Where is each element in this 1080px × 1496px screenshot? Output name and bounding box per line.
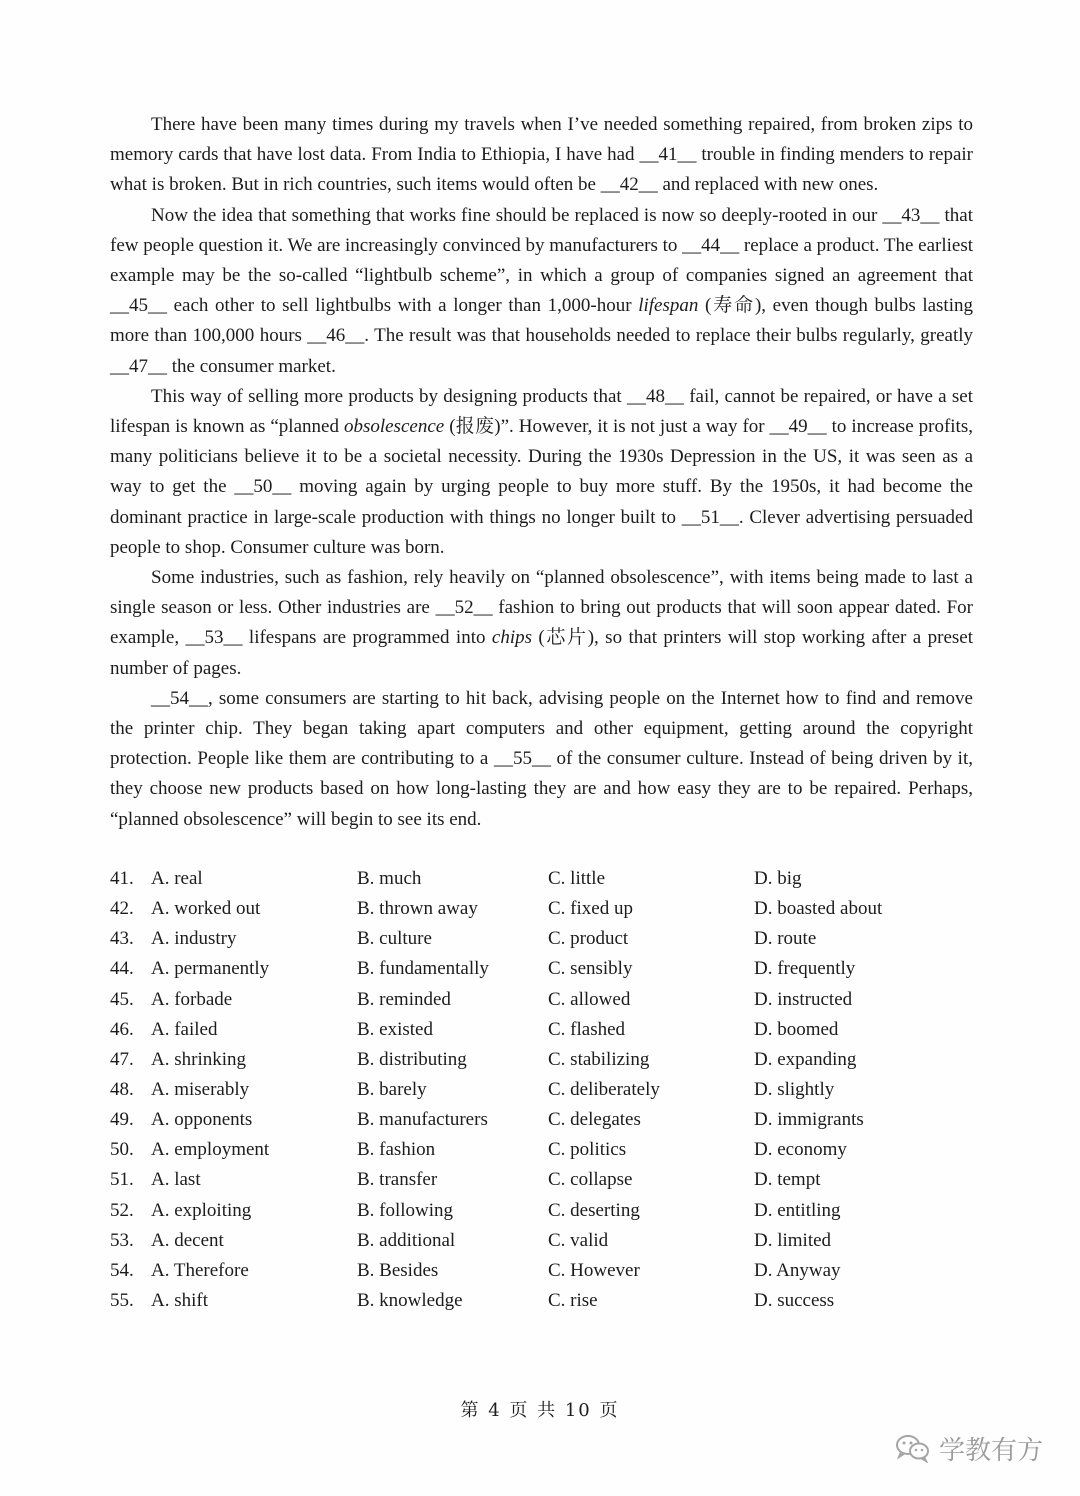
option-d: D. limited: [754, 1229, 832, 1251]
option-a: A. worked out: [151, 898, 261, 920]
question-row: [110, 985, 973, 1015]
question-number: 55.: [110, 1289, 134, 1311]
question-number: 53.: [110, 1229, 134, 1251]
question-number: 43.: [110, 928, 134, 950]
question-row: [110, 1256, 973, 1286]
option-a: A. employment: [151, 1139, 270, 1161]
question-number: 46.: [110, 1018, 134, 1040]
paragraph-2: [110, 201, 973, 382]
question-number: 51.: [110, 1169, 134, 1191]
question-number: 42.: [110, 898, 134, 920]
option-b: B. much: [357, 868, 422, 889]
option-c: C. rise: [548, 1289, 598, 1311]
cloze-passage: [110, 110, 973, 835]
option-a: A. real: [151, 868, 203, 889]
question-row: [110, 1135, 973, 1165]
question-row: [110, 1196, 973, 1226]
option-b: B. barely: [357, 1078, 427, 1100]
question-number: 54.: [110, 1259, 134, 1281]
option-c: C. collapse: [548, 1169, 633, 1191]
option-b: B. transfer: [357, 1169, 438, 1191]
option-d: D. slightly: [754, 1078, 835, 1100]
option-c: C. allowed: [548, 988, 631, 1010]
option-a: A. Therefore: [151, 1259, 249, 1281]
option-a: A. shrinking: [151, 1048, 246, 1070]
question-row: [110, 1226, 973, 1256]
question-number: 41.: [110, 868, 134, 889]
option-d: D. instructed: [754, 988, 853, 1010]
question-row: [110, 894, 973, 924]
option-b: B. fundamentally: [357, 958, 489, 980]
option-c: C. little: [548, 868, 605, 889]
option-d: D. Anyway: [754, 1259, 841, 1281]
question-row: [110, 864, 973, 894]
question-number: 47.: [110, 1048, 134, 1070]
option-c: C. deliberately: [548, 1078, 660, 1100]
passage-text: This way of selling more products by designing products that __48__ fail, cannot be repaired, or have a set lifespan is known as “planned: [110, 385, 973, 438]
option-b: B. knowledge: [357, 1289, 463, 1311]
option-b: B. Besides: [357, 1259, 439, 1281]
option-a: A. permanently: [151, 958, 270, 980]
option-d: D. tempt: [754, 1169, 821, 1191]
question-row: [110, 1165, 973, 1195]
question-number: 44.: [110, 958, 134, 980]
paragraph-1: [110, 110, 973, 201]
option-a: A. exploiting: [151, 1199, 252, 1221]
passage-text: (寿命), even though bulbs lasting more than 100,000 hours __46__. The result was that households needed to replace their bulbs regularly, greatly __47__ the consumer market.: [110, 295, 973, 377]
option-c: C. stabilizing: [548, 1048, 650, 1070]
option-a: A. opponents: [151, 1109, 253, 1131]
option-c: C. However: [548, 1259, 640, 1281]
option-d: D. boasted about: [754, 898, 883, 920]
option-a: A. last: [151, 1169, 201, 1191]
italic-term: obsolescence: [343, 416, 445, 438]
option-a: A. shift: [151, 1289, 208, 1311]
option-a: A. forbade: [151, 988, 233, 1010]
question-row: [110, 1075, 973, 1105]
option-d: D. boomed: [754, 1018, 839, 1040]
option-c: C. product: [548, 928, 629, 950]
passage-text: (芯片), so that printers will stop working after a preset number of pages.: [110, 627, 973, 679]
passage-text: Now the idea that something that works fine should be replaced is now so deeply-rooted in our __43__ that few people question it. We are increasingly convinced by manufacturers to __44__ replace a product. The earliest example may be the so-called “lightbulb scheme”, in which a group of companies signed an agreement that __45__ each other to sell lightbulbs with a longer than 1,000-hour: [110, 204, 974, 317]
question-number: 45.: [110, 988, 134, 1010]
option-d: D. economy: [754, 1139, 847, 1161]
option-b: B. distributing: [357, 1048, 467, 1070]
question-row: [110, 954, 973, 984]
question-row: [110, 1105, 973, 1135]
wechat-icon: [895, 1433, 931, 1463]
option-a: A. miserably: [151, 1078, 250, 1100]
option-a: A. decent: [151, 1229, 224, 1251]
option-b: B. manufacturers: [357, 1109, 488, 1131]
option-c: C. flashed: [548, 1018, 626, 1040]
paragraph-4: [110, 563, 973, 684]
paragraph-5: [110, 684, 973, 835]
passage-text: __54__, some consumers are starting to hit back, advising people on the Internet how to find and remove the printer chip. They began taking apart computers and other equipment, getting around the copyright protection. People like them are contributing to a __55__ of the consumer culture. Instead of being driven by it, they choose new products based on how long-lasting they are and how easy they are to be repaired. Perhaps, “planned obsolescence” will begin to see its end.: [110, 687, 973, 830]
question-row: [110, 1286, 973, 1316]
option-a: A. industry: [151, 928, 237, 950]
option-b: B. culture: [357, 928, 432, 950]
option-d: D. route: [754, 928, 817, 950]
option-d: D. entitling: [754, 1199, 841, 1221]
question-row: [110, 924, 973, 954]
option-d: D. immigrants: [754, 1109, 864, 1131]
paragraph-3: [110, 382, 973, 563]
option-d: D. frequently: [754, 958, 856, 980]
watermark-text: 学教有方: [939, 1435, 1044, 1466]
option-c: C. delegates: [548, 1109, 641, 1131]
question-number: 48.: [110, 1078, 134, 1100]
option-b: B. existed: [357, 1018, 433, 1040]
option-b: B. reminded: [357, 988, 451, 1010]
question-options: [110, 864, 973, 1316]
question-number: 52.: [110, 1199, 134, 1221]
option-b: B. thrown away: [357, 898, 478, 920]
option-c: C. politics: [548, 1139, 627, 1161]
question-row: [110, 1045, 973, 1075]
question-number: 49.: [110, 1109, 134, 1131]
option-d: D. success: [754, 1289, 835, 1311]
passage-text: (报废)”. However, it is not just a way for __49__ to increase profits, many politicians believe it to be a societal necessity. During the 1930s Depression in the US, it was seen as a way to get the __50__ moving again by urging people to buy more stuff. By the 1950s, it had become the dominant practice in large-scale production with things no longer built to __51__. Clever advertising persuaded people to shop. Consumer culture was born.: [110, 416, 973, 558]
option-d: D. big: [754, 868, 802, 889]
watermark: [895, 1428, 1043, 1468]
option-c: C. deserting: [548, 1199, 640, 1221]
option-c: C. valid: [548, 1229, 609, 1251]
option-c: C. fixed up: [548, 898, 633, 920]
option-b: B. following: [357, 1199, 454, 1221]
option-b: B. additional: [357, 1229, 456, 1251]
italic-term: lifespan: [638, 295, 699, 317]
page-number: 第 4 页 共 10 页: [460, 1400, 620, 1421]
option-a: A. failed: [151, 1018, 218, 1040]
passage-text: There have been many times during my travels when I’ve needed something repaired, from broken zips to memory cards that have lost data. From India to Ethiopia, I have had __41__ trouble in finding menders to repair what is broken. But in rich countries, such items would often be __42__ and replaced with new ones.: [110, 114, 973, 196]
question-number: 50.: [110, 1139, 134, 1161]
option-c: C. sensibly: [548, 958, 633, 980]
passage-text: Some industries, such as fashion, rely heavily on “planned obsolescence”, with items being made to last a single season or less. Other industries are __52__ fashion to bring out products that will soon appear dated. For example, __53__ lifespans are programmed into: [110, 567, 973, 649]
option-b: B. fashion: [357, 1139, 436, 1161]
italic-term: chips: [491, 627, 533, 649]
option-d: D. expanding: [754, 1048, 857, 1070]
question-row: [110, 1015, 973, 1045]
